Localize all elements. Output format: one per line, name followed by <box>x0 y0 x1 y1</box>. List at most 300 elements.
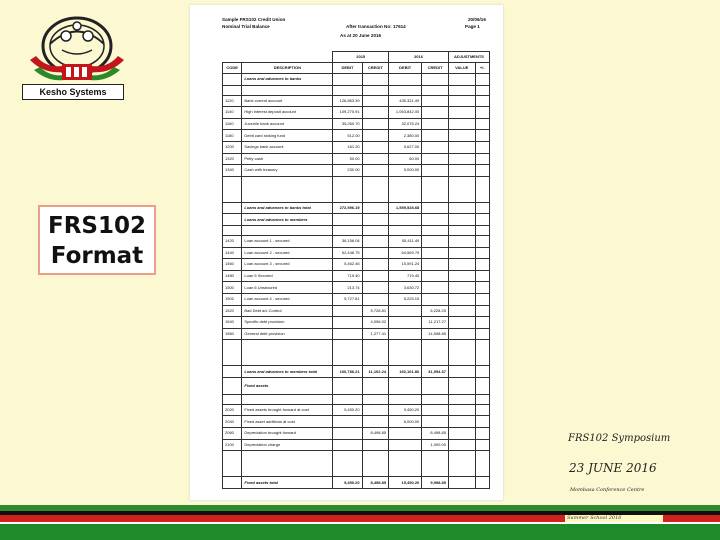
credit-2015-cell <box>362 95 388 107</box>
debit-2015-cell: 126,863.39 <box>333 95 362 107</box>
credit-2015-cell <box>362 404 388 416</box>
description-cell: Depreciation brought forward <box>242 428 333 440</box>
blank-cell <box>448 225 475 235</box>
blank-cell <box>333 394 362 404</box>
adjustment-value-cell <box>448 282 475 294</box>
description-cell: Loan account 3 - secured <box>242 259 333 271</box>
blank-cell <box>242 394 333 404</box>
table-row <box>223 404 490 416</box>
doc-subtitle: As at 20 June 2016 <box>340 33 382 38</box>
adjustment-value-cell <box>448 439 475 451</box>
debit-2015-cell <box>333 317 362 329</box>
blank-cell <box>333 214 362 226</box>
credit-2015-cell: 1,277.41 <box>362 328 388 340</box>
debit-2015-cell: 9,450.20 <box>333 477 362 489</box>
blank-cell <box>475 176 489 202</box>
adjustment-value-cell <box>448 235 475 247</box>
credit-2015-cell <box>362 259 388 271</box>
column-header: +/- <box>475 63 489 74</box>
column-header: DESCRIPTION <box>242 63 333 74</box>
debit-2015-cell <box>333 428 362 440</box>
doc-report-name: Nominal Trial Balance <box>222 24 270 29</box>
debit-2016-cell: 9,450.20 <box>389 404 422 416</box>
blank-cell <box>389 451 422 477</box>
adjustment-sign-cell <box>475 118 489 130</box>
debit-2016-cell <box>389 305 422 317</box>
blank-cell <box>362 85 388 95</box>
adjustment-value-cell <box>448 107 475 119</box>
debit-2016-cell: 5,225.15 <box>389 293 422 305</box>
debit-2015-cell: 512.00 <box>333 130 362 142</box>
credit-2015-cell <box>362 202 388 214</box>
code-cell: 1440 <box>223 247 242 259</box>
debit-2015-cell <box>333 416 362 428</box>
debit-2015-cell: 213.74 <box>333 282 362 294</box>
trial-balance-document <box>190 5 503 500</box>
debit-2016-cell: 435,321.49 <box>389 95 422 107</box>
credit-2016-cell: 9,998.85 <box>422 477 449 489</box>
column-header: DEBIT <box>333 63 362 74</box>
blank-cell <box>223 451 242 477</box>
description-cell: Loans and advances to banks total <box>242 202 333 214</box>
column-header: CODE <box>223 63 242 74</box>
adjustment-sign-cell <box>475 305 489 317</box>
adjustment-value-cell <box>448 477 475 489</box>
table-row <box>223 317 490 329</box>
adjustment-value-cell <box>448 317 475 329</box>
code-cell <box>223 202 242 214</box>
adjustment-value-cell <box>448 416 475 428</box>
total-row <box>223 477 490 489</box>
blank-cell <box>422 340 449 366</box>
debit-2016-cell: 3,630.72 <box>389 282 422 294</box>
credit-2015-cell <box>362 293 388 305</box>
debit-2015-cell: 35,260.70 <box>333 118 362 130</box>
debit-2016-cell: 15,591.24 <box>389 259 422 271</box>
blank-cell <box>422 451 449 477</box>
blank-cell <box>223 340 242 366</box>
debit-2016-cell: 6,000.00 <box>389 416 422 428</box>
table-row <box>223 439 490 451</box>
blank-cell <box>362 176 388 202</box>
credit-2015-cell <box>362 130 388 142</box>
credit-2016-cell <box>422 270 449 282</box>
blank-cell <box>448 176 475 202</box>
code-cell: 1540 <box>223 317 242 329</box>
adjustment-value-cell <box>448 259 475 271</box>
code-cell <box>223 477 242 489</box>
debit-2015-cell: 100,786.21 <box>333 366 362 378</box>
description-cell: Petty cash <box>242 153 333 165</box>
adjustment-value-cell <box>448 202 475 214</box>
credit-2016-cell <box>422 165 449 177</box>
credit-2015-cell <box>362 141 388 153</box>
blank-row <box>223 176 490 202</box>
debit-2015-cell: 36,156.04 <box>333 235 362 247</box>
blank-row <box>223 340 490 366</box>
description-cell: Loans and advances to members total <box>242 366 333 378</box>
doc-transaction: After transaction No: 17614 <box>346 24 406 29</box>
column-header: CREDIT <box>362 63 388 74</box>
debit-2016-cell: 5,000.00 <box>389 165 422 177</box>
table-row <box>223 165 490 177</box>
blank-cell <box>475 214 489 226</box>
code-cell: 1200 <box>223 141 242 153</box>
event-date: 23 JUNE 2016 <box>569 461 657 475</box>
credit-2015-cell <box>362 282 388 294</box>
blank-cell <box>389 85 422 95</box>
section-row <box>223 214 490 226</box>
debit-2015-cell: 9,450.20 <box>333 404 362 416</box>
adjustment-sign-cell <box>475 428 489 440</box>
credit-2016-cell: 31,954.37 <box>422 366 449 378</box>
table-row <box>223 259 490 271</box>
blank-cell <box>475 340 489 366</box>
description-cell: Loan account 2 - secured <box>242 247 333 259</box>
adjustment-sign-cell <box>475 165 489 177</box>
adjustment-value-cell <box>448 95 475 107</box>
code-cell: 1480 <box>223 270 242 282</box>
adjustment-value-cell <box>448 305 475 317</box>
code-cell: 1502 <box>223 293 242 305</box>
debit-2016-cell: 15,450.20 <box>389 477 422 489</box>
blank-cell <box>422 214 449 226</box>
total-row <box>223 366 490 378</box>
blank-cell <box>242 85 333 95</box>
debit-2016-cell <box>389 328 422 340</box>
column-header: VALUE <box>448 63 475 74</box>
adjustment-sign-cell <box>475 202 489 214</box>
blank-cell <box>333 176 362 202</box>
description-cell: Savings bank account <box>242 141 333 153</box>
debit-2016-cell: 55,411.49 <box>389 235 422 247</box>
adjustment-sign-cell <box>475 317 489 329</box>
table-row <box>223 118 490 130</box>
credit-2015-cell <box>362 439 388 451</box>
blank-cell <box>475 377 489 394</box>
code-cell: 1180 <box>223 130 242 142</box>
adjustment-value-cell <box>448 428 475 440</box>
adjustment-sign-cell <box>475 293 489 305</box>
description-cell: General debt provision <box>242 328 333 340</box>
credit-2015-cell <box>362 247 388 259</box>
adjustment-value-cell <box>448 270 475 282</box>
blank-cell <box>448 214 475 226</box>
event-venue: Mombasa Conference Centre <box>570 487 645 493</box>
title-line-2: Format <box>50 243 144 269</box>
adjustment-sign-cell <box>475 141 489 153</box>
blank-cell <box>362 451 388 477</box>
description-cell: Juvenile bank account <box>242 118 333 130</box>
adjustment-value-cell <box>448 141 475 153</box>
credit-2016-cell <box>422 118 449 130</box>
description-cell: Cash with treasury <box>242 165 333 177</box>
credit-2016-cell <box>422 130 449 142</box>
blank-cell <box>223 85 242 95</box>
blank-cell <box>475 451 489 477</box>
adjustment-sign-cell <box>475 153 489 165</box>
code-cell: 1460 <box>223 259 242 271</box>
adjustment-sign-cell <box>475 259 489 271</box>
credit-2016-cell: 8,498.85 <box>422 428 449 440</box>
blank-cell <box>223 394 242 404</box>
adjustment-value-cell <box>448 130 475 142</box>
footer-text: Summer School 2016 <box>567 515 622 521</box>
table-row <box>223 247 490 259</box>
blank-cell <box>362 225 388 235</box>
blank-row <box>223 85 490 95</box>
debit-2016-cell: 5,627.00 <box>389 141 422 153</box>
blank-cell <box>223 225 242 235</box>
description-cell: Bad Debt a/c Control <box>242 305 333 317</box>
code-cell: 1120 <box>223 95 242 107</box>
blank-cell <box>448 451 475 477</box>
blank-cell <box>448 394 475 404</box>
table-row <box>223 305 490 317</box>
blank-cell <box>242 225 333 235</box>
doc-company: Sample FRS102 Credit Union <box>222 17 286 22</box>
blank-cell <box>333 85 362 95</box>
adjustment-value-cell <box>448 366 475 378</box>
table-row <box>223 153 490 165</box>
blank-cell <box>389 214 422 226</box>
credit-2016-cell <box>422 259 449 271</box>
table-row <box>223 141 490 153</box>
debit-2015-cell: 5,727.81 <box>333 293 362 305</box>
blank-row <box>223 394 490 404</box>
blank-cell <box>242 451 333 477</box>
blank-cell <box>475 225 489 235</box>
code-cell: 1340 <box>223 165 242 177</box>
credit-2015-cell: 8,498.85 <box>362 477 388 489</box>
credit-2016-cell <box>422 293 449 305</box>
blank-cell <box>422 377 449 394</box>
credit-2015-cell <box>362 107 388 119</box>
adjustment-value-cell <box>448 293 475 305</box>
blank-cell <box>448 377 475 394</box>
credit-2015-cell: 4,096.02 <box>362 317 388 329</box>
debit-2016-cell: 1,559,528.68 <box>389 202 422 214</box>
debit-2016-cell: 60.00 <box>389 153 422 165</box>
adjustment-sign-cell <box>475 107 489 119</box>
adjustment-sign-cell <box>475 439 489 451</box>
adjustment-sign-cell <box>475 404 489 416</box>
blank-cell <box>448 85 475 95</box>
adjustment-sign-cell <box>475 366 489 378</box>
description-cell: High interest deposit account <box>242 107 333 119</box>
adjustment-value-cell <box>448 165 475 177</box>
description-cell: Bank current account <box>242 95 333 107</box>
description-cell: Specific debt provision <box>242 317 333 329</box>
credit-2016-cell <box>422 235 449 247</box>
debit-2016-cell <box>389 428 422 440</box>
blank-cell <box>333 340 362 366</box>
adjustment-sign-cell <box>475 328 489 340</box>
adjustment-sign-cell <box>475 235 489 247</box>
credit-2016-cell <box>422 404 449 416</box>
adjustment-sign-cell <box>475 130 489 142</box>
code-cell <box>223 366 242 378</box>
code-cell: 1560 <box>223 328 242 340</box>
debit-2015-cell: 230.00 <box>333 165 362 177</box>
debit-2016-cell <box>389 317 422 329</box>
credit-2016-cell: 6,228.25 <box>422 305 449 317</box>
credit-2015-cell <box>362 153 388 165</box>
blank-cell <box>448 340 475 366</box>
blank-cell <box>362 394 388 404</box>
credit-2016-cell <box>422 282 449 294</box>
code-cell: 2100 <box>223 439 242 451</box>
adjustment-sign-cell <box>475 282 489 294</box>
description-cell: Debit card sinking fund <box>242 130 333 142</box>
code-cell: 1420 <box>223 235 242 247</box>
blank-cell <box>242 176 333 202</box>
debit-2016-cell: 32,076.24 <box>389 118 422 130</box>
doc-date: 20/06/16 <box>468 17 486 22</box>
blank-cell <box>475 74 489 86</box>
code-cell <box>223 214 242 226</box>
section-title: Fixed assets <box>242 377 333 394</box>
year-2016-header: 2016 <box>389 52 449 63</box>
title-box <box>38 205 156 275</box>
table-row <box>223 95 490 107</box>
credit-2015-cell: 5,728.81 <box>362 305 388 317</box>
code-cell: 2020 <box>223 404 242 416</box>
table-row <box>223 328 490 340</box>
credit-2016-cell <box>422 95 449 107</box>
blank-cell <box>333 225 362 235</box>
description-cell: Fixed assets brought forward at cost <box>242 404 333 416</box>
blank-cell <box>422 394 449 404</box>
blank-cell <box>475 85 489 95</box>
adjustment-sign-cell <box>475 477 489 489</box>
debit-2015-cell: 5,462.46 <box>333 259 362 271</box>
blank-cell <box>389 74 422 86</box>
description-cell: Loan account 1 - secured <box>242 235 333 247</box>
credit-2015-cell <box>362 165 388 177</box>
code-cell: 2060 <box>223 428 242 440</box>
credit-2016-cell <box>422 247 449 259</box>
section-title: Loans and advances to banks <box>242 74 333 86</box>
debit-2015-cell: 272,596.19 <box>333 202 362 214</box>
credit-2016-cell <box>422 141 449 153</box>
blank-cell <box>223 176 242 202</box>
credit-2016-cell: 11,217.27 <box>422 317 449 329</box>
credit-2016-cell: 14,508.85 <box>422 328 449 340</box>
blank-cell <box>422 176 449 202</box>
blank-cell <box>362 74 388 86</box>
code-cell: 1500 <box>223 282 242 294</box>
table-row <box>223 416 490 428</box>
title-line-1: FRS102 <box>48 213 146 239</box>
blank-cell <box>389 377 422 394</box>
credit-2016-cell <box>422 416 449 428</box>
blank-row <box>223 451 490 477</box>
column-header: DEBIT <box>389 63 422 74</box>
credit-2015-cell <box>362 118 388 130</box>
logo-text: Kesho Systems <box>22 84 124 100</box>
table-row <box>223 107 490 119</box>
debit-2015-cell <box>333 439 362 451</box>
credit-2016-cell <box>422 153 449 165</box>
debit-2016-cell: 160,161.80 <box>389 366 422 378</box>
code-cell: 2040 <box>223 416 242 428</box>
column-header: CREDIT <box>422 63 449 74</box>
code-cell: 1140 <box>223 107 242 119</box>
credit-2015-cell <box>362 416 388 428</box>
adjustment-value-cell <box>448 247 475 259</box>
section-row <box>223 377 490 394</box>
adjustment-sign-cell <box>475 95 489 107</box>
debit-2015-cell: 719.40 <box>333 270 362 282</box>
description-cell: Loan account 4 - secured <box>242 293 333 305</box>
adjustment-sign-cell <box>475 270 489 282</box>
table-row <box>223 130 490 142</box>
adjustments-header: ADJUSTMENTS <box>448 52 489 63</box>
stripe-green-bottom <box>0 524 720 540</box>
blank-cell <box>362 377 388 394</box>
blank-cell <box>362 214 388 226</box>
credit-2015-cell: 11,102.24 <box>362 366 388 378</box>
table-row <box>223 428 490 440</box>
section-row <box>223 74 490 86</box>
debit-2016-cell <box>389 439 422 451</box>
table-row <box>223 235 490 247</box>
credit-2015-cell: 8,498.85 <box>362 428 388 440</box>
code-cell: 1320 <box>223 153 242 165</box>
description-cell: Fixed assets total <box>242 477 333 489</box>
description-cell: Loan 5 Secured <box>242 270 333 282</box>
code-cell: 1520 <box>223 305 242 317</box>
debit-2015-cell <box>333 328 362 340</box>
adjustment-value-cell <box>448 328 475 340</box>
code-cell: 1160 <box>223 118 242 130</box>
doc-page: Page 1 <box>465 24 480 29</box>
blank-cell <box>333 74 362 86</box>
adjustment-sign-cell <box>475 416 489 428</box>
blank-cell <box>389 225 422 235</box>
credit-2016-cell: 1,000.00 <box>422 439 449 451</box>
credit-2016-cell <box>422 107 449 119</box>
debit-2015-cell: 50.00 <box>333 153 362 165</box>
adjustment-value-cell <box>448 153 475 165</box>
debit-2016-cell: 2,380.00 <box>389 130 422 142</box>
code-cell <box>223 74 242 86</box>
blank-cell <box>389 176 422 202</box>
blank-cell <box>448 74 475 86</box>
table-row <box>223 270 490 282</box>
blank-cell <box>422 74 449 86</box>
debit-2015-cell: 109,270.91 <box>333 107 362 119</box>
debit-2016-cell: 719.40 <box>389 270 422 282</box>
symposium-title: FRS102 Symposium <box>568 433 671 444</box>
blank-cell <box>389 394 422 404</box>
adjustment-sign-cell <box>475 247 489 259</box>
blank-cell <box>389 340 422 366</box>
debit-2016-cell: 1,063,842.00 <box>389 107 422 119</box>
blank-cell <box>242 340 333 366</box>
credit-2016-cell <box>422 202 449 214</box>
table-row <box>223 293 490 305</box>
code-cell <box>223 377 242 394</box>
year-2015-header: 2015 <box>333 52 389 63</box>
description-cell: Loan 6 Unsecured <box>242 282 333 294</box>
credit-2015-cell <box>362 270 388 282</box>
table-row <box>223 282 490 294</box>
adjustment-value-cell <box>448 404 475 416</box>
debit-2016-cell: 64,569.79 <box>389 247 422 259</box>
blank-cell <box>333 451 362 477</box>
